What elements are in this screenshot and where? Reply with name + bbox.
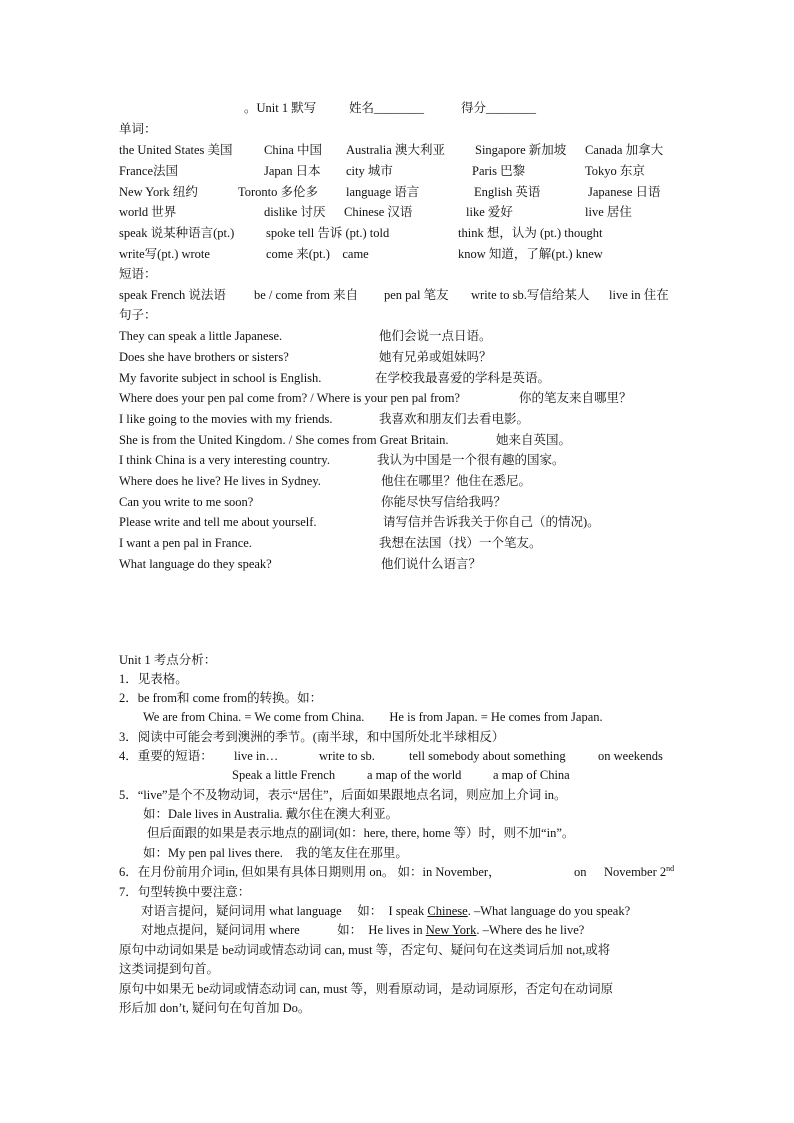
vocab-item: write写(pt.) wrote [119, 247, 210, 261]
sentence-english: Can you write to me soon? [119, 495, 254, 509]
name-field-label: 姓名________ [349, 101, 425, 115]
vocab-heading: 单词： [119, 122, 157, 136]
sentence-chinese: 你的笔友来自哪里？ [519, 391, 632, 405]
vocab-item: Toronto 多伦多 [238, 185, 319, 199]
sentence-english: She is from the United Kingdom. / She comes from Great Britain. [119, 433, 449, 447]
vocab-item: Canada 加拿大 [585, 143, 664, 157]
rule-text: 对语言提问，疑问词用 what language 如： I speak [141, 904, 428, 918]
vocab-item: China 中国 [264, 143, 322, 157]
analysis-paragraph: 形后加 don’t, 疑问句在句首加 Do。 [119, 1001, 311, 1015]
vocab-item: Singapore 新加坡 [475, 143, 567, 157]
vocab-item: Tokyo 东京 [585, 164, 645, 178]
date-example [604, 862, 674, 882]
sentence-english: I want a pen pal in France. [119, 536, 252, 550]
analysis-note: 但后面跟的如果是表示地点的副词(如：here, there, home 等）时，则不加“in”。 [147, 826, 575, 840]
phrase-item: speak French 说法语 [119, 288, 226, 302]
sentence-english: Where does your pen pal come from? / Where is your pen pal from? [119, 391, 460, 405]
vocab-item: like 爱好 [466, 205, 513, 219]
date-text: November 2 [604, 865, 667, 879]
sentence-english: I like going to the movies with my friends. [119, 412, 333, 426]
phrase-example: tell somebody about something [409, 749, 566, 763]
analysis-paragraph: 原句中如果无 be动词或情态动词 can, must 等，则看原动词，是动词原形，否定句在动词原 [119, 982, 614, 996]
sentence-chinese: 你能尽快写信给我吗？ [381, 495, 507, 509]
sentence-chinese: 请写信并告诉我关于你自己（的情况)。 [383, 515, 600, 529]
vocab-item: Paris 巴黎 [472, 164, 526, 178]
sentence-chinese: 我想在法国（找）一个笔友。 [379, 536, 542, 550]
phrase-item: live in 住在 [609, 288, 669, 302]
analysis-heading: Unit 1 考点分析： [119, 653, 217, 667]
phrase-example: Speak a little French [232, 768, 336, 782]
vocab-item: city 城市 [346, 164, 393, 178]
analysis-point: 7．句型转换中要注意： [119, 885, 251, 899]
vocab-item: know 知道，了解(pt.) knew [458, 247, 603, 261]
sentence-chinese: 我认为中国是一个很有趣的国家。 [377, 453, 565, 467]
vocab-item: Japan 日本 [264, 164, 321, 178]
sentences-heading: 句子： [119, 308, 157, 322]
phrase-example: write to sb. [319, 749, 375, 763]
place-question-rule [141, 920, 584, 940]
phrase-item: pen pal 笔友 [384, 288, 449, 302]
sentence-chinese: 他们会说一点日语。 [379, 329, 492, 343]
vocab-item: think 想，认为 (pt.) thought [458, 226, 603, 240]
vocab-item: world 世界 [119, 205, 177, 219]
sentence-english: My favorite subject in school is English. [119, 371, 322, 385]
analysis-example: 如：My pen pal lives there. 我的笔友住在那里。 [143, 846, 408, 860]
phrase-example: on weekends [598, 749, 663, 763]
vocab-item: speak 说某种语言(pt.) [119, 226, 235, 240]
analysis-paragraph: 这类词提到句首。 [119, 962, 220, 976]
sentence-english: Where does he live? He lives in Sydney. [119, 474, 321, 488]
vocab-item: France法国 [119, 164, 179, 178]
vocab-item: come 来(pt.) came [266, 247, 369, 261]
vocab-item: dislike 讨厌 [264, 205, 326, 219]
sentence-chinese: 他们说什么语言？ [381, 557, 482, 571]
vocab-item: Japanese 日语 [588, 185, 661, 199]
sentence-chinese: 在学校我最喜爱的学科是英语。 [375, 371, 551, 385]
analysis-point: 4．重要的短语： [119, 749, 213, 763]
vocab-item: Australia 澳大利亚 [346, 143, 445, 157]
vocab-item: English 英语 [474, 185, 541, 199]
analysis-example: 如：Dale lives in Australia. 戴尔住在澳大利亚。 [143, 807, 399, 821]
sentence-chinese: 我喜欢和朋友们去看电影。 [379, 412, 530, 426]
rule-text: . –What language do you speak? [467, 904, 631, 918]
vocab-item: live 居住 [585, 205, 632, 219]
analysis-point: 1．见表格。 [119, 672, 188, 686]
phrase-example: a map of the world [367, 768, 462, 782]
date-preposition: on [574, 865, 587, 879]
sentence-english: Does she have brothers or sisters? [119, 350, 289, 364]
rule-text: 对地点提问，疑问词用 where 如： He lives in [141, 923, 426, 937]
vocab-item: spoke tell 告诉 (pt.) told [266, 226, 390, 240]
vocab-item: Chinese 汉语 [344, 205, 413, 219]
analysis-point: 2．be from和 come from的转换。如： [119, 691, 323, 705]
analysis-example: We are from China. = We come from China. He is from Japan. = He comes from Japan. [143, 710, 603, 724]
underlined-word: Chinese [427, 904, 468, 918]
phrases-heading: 短语： [119, 267, 157, 281]
sentence-english: Please write and tell me about yourself. [119, 515, 317, 529]
language-question-rule [141, 901, 630, 921]
vocab-item: language 语言 [346, 185, 420, 199]
phrase-example: live in… [234, 749, 279, 763]
vocab-item: the United States 美国 [119, 143, 233, 157]
worksheet-title: 。Unit 1 默写 [244, 101, 317, 115]
phrase-item: be / come from 来自 [254, 288, 359, 302]
analysis-point: 5．“live”是个不及物动词，表示“居住”，后面如果跟地点名词，则应加上介词 in。 [119, 788, 567, 802]
sentence-english: They can speak a little Japanese. [119, 329, 283, 343]
vocab-item: New York 纽约 [119, 185, 198, 199]
underlined-word: New York [425, 923, 477, 937]
analysis-point: 6．在月份前用介词in, 但如果有具体日期则用 on。 如：in November， [119, 865, 501, 879]
sentence-english: What language do they speak? [119, 557, 272, 571]
date-ordinal-suffix: nd [666, 863, 675, 873]
phrase-item: write to sb.写信给某人 [471, 288, 590, 302]
score-field-label: 得分________ [461, 101, 537, 115]
analysis-paragraph: 原句中动词如果是 be动词或情态动词 can, must 等，否定句、疑问句在这类词后加 not,或将 [119, 943, 611, 957]
sentence-chinese: 她有兄弟或姐妹吗？ [379, 350, 492, 364]
sentence-english: I think China is a very interesting country. [119, 453, 330, 467]
rule-text: . –Where des he live? [476, 923, 585, 937]
sentence-chinese: 他住在哪里？他住在悉尼。 [381, 474, 532, 488]
sentence-chinese: 她来自英国。 [496, 433, 572, 447]
analysis-point: 3．阅读中可能会考到澳洲的季节。(南半球，和中国所处北半球相反） [119, 730, 505, 744]
phrase-example: a map of China [493, 768, 570, 782]
